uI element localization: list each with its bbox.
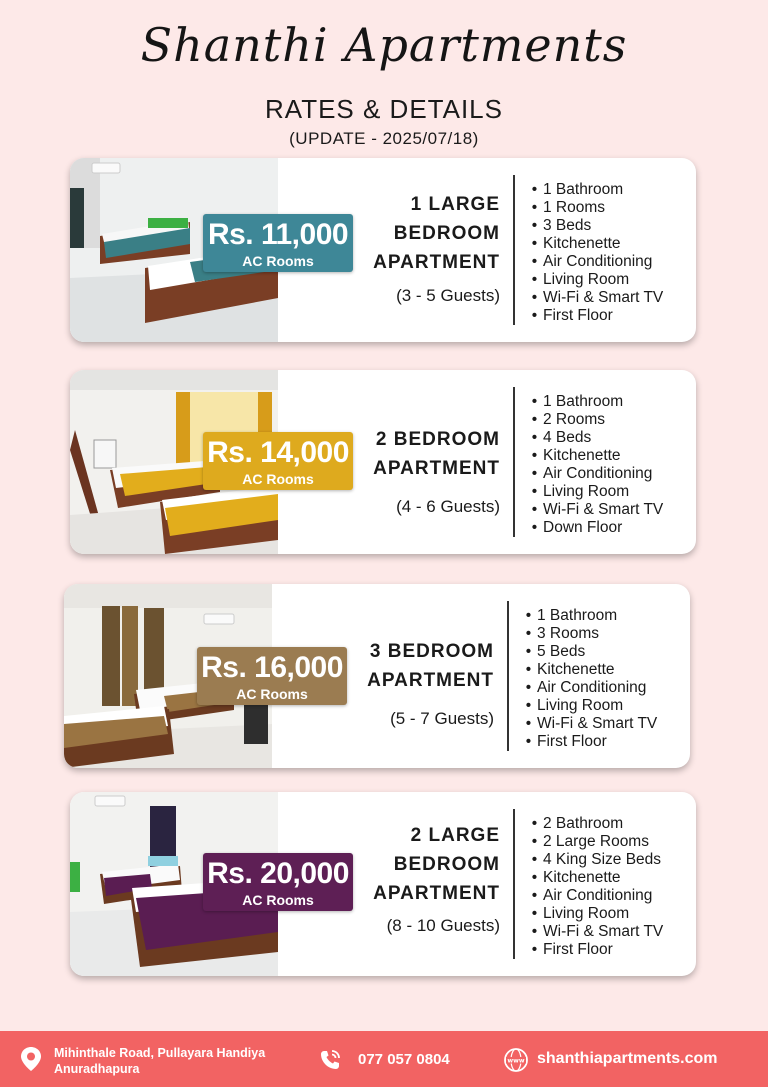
feature-item: • Air Conditioning [526,253,663,271]
apartment-name-line: APARTMENT [373,458,500,479]
apartment-name [373,190,500,277]
apartment-name-line: APARTMENT [367,670,494,691]
website-link[interactable]: shanthiapartments.com [537,1050,718,1067]
guest-capacity: (3 - 5 Guests) [396,286,500,305]
apartment-name-line: 2 BEDROOM [375,429,500,450]
feature-item: • 2 Rooms [526,411,663,429]
apartment-name-line: 2 LARGE [410,825,500,846]
address [54,1045,265,1077]
feature-item: • 1 Rooms [526,199,663,217]
feature-item: • First Floor [526,307,663,325]
apartment-card-1 [70,158,696,342]
apartment-name-line: APARTMENT [373,252,500,273]
feature-item: • Wi-Fi & Smart TV [526,501,663,519]
divider-line [513,387,515,537]
contact-footer [0,1031,768,1087]
ac-rooms-label: AC Rooms [242,892,314,908]
feature-list [526,181,663,325]
brand-title: Shanthi Apartments [140,18,628,72]
apartment-card-4 [70,792,696,976]
feature-item: • Air Conditioning [526,465,663,483]
price-amount: Rs. 11,000 [207,218,349,251]
feature-item: • Kitchenette [526,235,663,253]
apartment-name [373,821,500,908]
phone-number-link[interactable]: 077 057 0804 [358,1051,450,1068]
ac-rooms-label: AC Rooms [236,686,308,702]
feature-item: • Living Room [526,271,663,289]
feature-item: • 3 Beds [526,217,663,235]
apartment-card-2 [70,370,696,554]
feature-item: • First Floor [526,941,663,959]
update-date: (UPDATE - 2025/07/18) [289,129,479,148]
feature-item: • 3 Rooms [520,625,657,643]
divider-line [513,175,515,325]
ac-rooms-label: AC Rooms [242,471,314,487]
phone-icon [318,1048,342,1072]
feature-item: • Living Room [526,483,663,501]
feature-item: • Kitchenette [526,447,663,465]
guest-capacity: (8 - 10 Guests) [386,916,500,935]
feature-item: • 2 Bathroom [526,815,663,833]
guest-capacity: (4 - 6 Guests) [396,497,500,516]
apartment-name-line: 1 LARGE [410,194,500,215]
price-amount: Rs. 20,000 [207,857,349,890]
feature-list [526,393,663,537]
www-globe-icon [503,1047,529,1073]
location-pin-icon [20,1046,42,1072]
feature-list [520,607,657,751]
divider-line [507,601,509,751]
feature-list [526,815,663,959]
apartment-name-line: 3 BEDROOM [369,641,494,662]
feature-item: • Wi-Fi & Smart TV [526,923,663,941]
feature-item: • Air Conditioning [526,887,663,905]
feature-item: • First Floor [520,733,657,751]
feature-item: • Living Room [526,905,663,923]
feature-item: • 1 Bathroom [526,181,663,199]
address-line: Anuradhapura [54,1062,140,1076]
ac-rooms-label: AC Rooms [242,253,314,269]
feature-item: • Living Room [520,697,657,715]
apartment-name-line: APARTMENT [373,883,500,904]
feature-item: • Wi-Fi & Smart TV [520,715,657,733]
feature-item: • 1 Bathroom [526,393,663,411]
price-amount: Rs. 16,000 [201,651,343,684]
apartment-name-line: BEDROOM [393,223,500,244]
feature-item: • 5 Beds [520,643,657,661]
address-line: Mihinthale Road, Pullayara Handiya [54,1046,266,1060]
svg-text:www: www [507,1057,525,1065]
price-amount: Rs. 14,000 [207,436,349,469]
apartment-card-3 [64,584,690,768]
apartment-name [373,425,500,483]
apartment-name-line: BEDROOM [393,854,500,875]
feature-item: • Down Floor [526,519,663,537]
feature-item: • Air Conditioning [520,679,657,697]
price-badge [203,432,353,490]
page-subtitle: RATES & DETAILS [265,94,503,124]
feature-item: • Kitchenette [520,661,657,679]
apartment-name [367,637,494,695]
price-badge [197,647,347,705]
feature-item: • Wi-Fi & Smart TV [526,289,663,307]
feature-item: • Kitchenette [526,869,663,887]
price-badge [203,214,353,272]
price-badge [203,853,353,911]
feature-item: • 4 King Size Beds [526,851,663,869]
feature-item: • 4 Beds [526,429,663,447]
guest-capacity: (5 - 7 Guests) [390,709,494,728]
divider-line [513,809,515,959]
feature-item: • 1 Bathroom [520,607,657,625]
feature-item: • 2 Large Rooms [526,833,663,851]
